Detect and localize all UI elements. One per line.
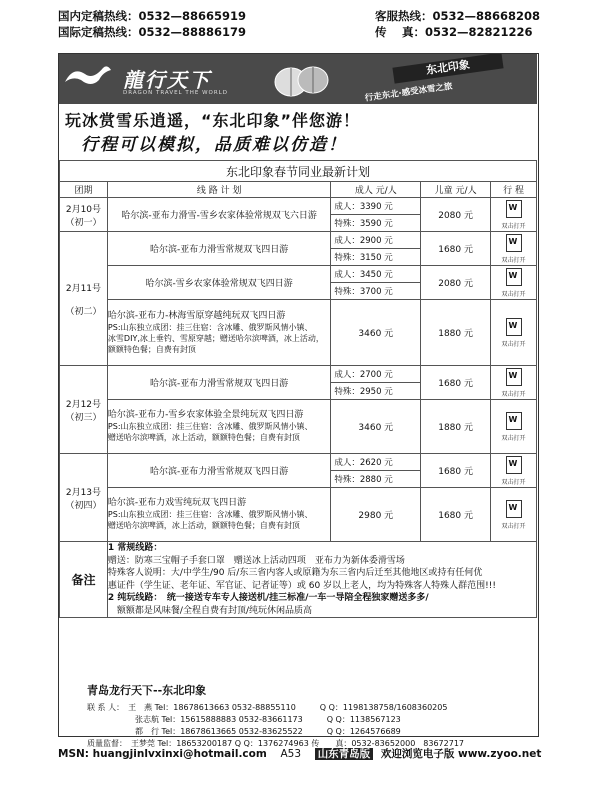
website-link[interactable]: 欢迎浏览电子版 www.zyoo.net bbox=[380, 748, 542, 760]
open-label[interactable]: 双击打开 bbox=[501, 340, 526, 348]
notes-row bbox=[60, 542, 537, 618]
word-doc-icon[interactable] bbox=[506, 200, 522, 218]
header-route: 线 路 计 划 bbox=[107, 182, 330, 198]
header-adult: 成人 元/人 bbox=[331, 182, 421, 198]
itinerary-cell[interactable] bbox=[491, 366, 537, 400]
adult-price: 成人：2900 元 bbox=[331, 232, 420, 249]
open-label[interactable]: 双击打开 bbox=[501, 522, 526, 530]
route-title: 哈尔滨-亚布力-雪乡农家体验全景纯玩双飞四日游 bbox=[107, 410, 304, 420]
itinerary-cell[interactable] bbox=[491, 232, 537, 266]
msn-contact: MSN: huangjinlvxinxi@hotmail.com bbox=[58, 748, 267, 760]
table-row bbox=[60, 454, 537, 488]
day-text: （初四） bbox=[65, 500, 102, 511]
slogan-primary: 玩冰赏雪乐逍遥，“东北印象”伴您游！ bbox=[65, 111, 361, 130]
route-cell: 哈尔滨-亚布力滑雪-雪乡农家体验常规双飞六日游 bbox=[107, 198, 330, 232]
child-price-cell: 1880 元 bbox=[421, 300, 491, 366]
adult-price: 成人：3450 元 bbox=[331, 266, 420, 283]
contact-line: 张志航 Tel：15615888883 0532-83661173 Q Q：1138567123 bbox=[87, 715, 401, 724]
notes-line: 惠证件（学生证、老年证、军官证、记者证等）或 60 岁以上老人，均为特殊客人特殊人群范围!!! bbox=[107, 580, 496, 591]
date-cell bbox=[60, 198, 108, 232]
notes-label: 备注 bbox=[60, 542, 108, 618]
route-note: 额额特色餐；自费有封顶 bbox=[107, 344, 196, 354]
open-label[interactable]: 双击打开 bbox=[501, 390, 526, 398]
itinerary-cell[interactable] bbox=[491, 454, 537, 488]
day-text: （初二） bbox=[65, 306, 102, 317]
word-doc-icon[interactable] bbox=[506, 268, 522, 286]
logo-subtitle: DRAGON TRAVEL THE WORLD bbox=[123, 90, 228, 96]
adult-price: 成人：3390 元 bbox=[331, 198, 420, 215]
special-price: 特殊：3150 元 bbox=[334, 253, 393, 263]
child-price-cell: 1680 元 bbox=[421, 454, 491, 488]
route-title: 哈尔滨-亚布力-林海雪原穿越纯玩双飞四日游 bbox=[107, 310, 286, 321]
date-text: 2月11号 bbox=[65, 283, 102, 294]
child-price-cell: 2080 元 bbox=[421, 198, 491, 232]
itinerary-cell[interactable] bbox=[491, 198, 537, 232]
child-price-cell: 2080 元 bbox=[421, 266, 491, 300]
route-note: 赠送哈尔滨啤酒，冰上活动，额额特色餐；自费有封顶 bbox=[107, 433, 300, 442]
notes-line: 额额都是风味餐/全程自费有封顶/纯玩休闲品质高 bbox=[107, 605, 312, 616]
table-title: 东北印象春节同业最新计划 bbox=[60, 161, 537, 182]
special-price: 特殊：3700 元 bbox=[334, 287, 393, 297]
special-price: 特殊：3590 元 bbox=[334, 219, 393, 229]
contact-line: 都 行 Tel：18678613665 0532-83625522 Q Q：1264576689 bbox=[87, 727, 401, 736]
table-row bbox=[60, 400, 537, 454]
route-cell bbox=[107, 400, 330, 454]
route-cell bbox=[107, 488, 330, 542]
route-note: 赠送哈尔滨啤酒，冰上活动，额额特色餐；自费有封顶 bbox=[107, 521, 300, 530]
itinerary-cell[interactable] bbox=[491, 400, 537, 454]
intl-hotline: 国际定稿热线：0532—88886179 bbox=[58, 25, 247, 39]
route-note: PS:山东独立成团：挂三住宿：含冰雕、俄罗斯风情小镇、 bbox=[107, 422, 313, 431]
word-doc-icon[interactable] bbox=[506, 412, 522, 430]
adult-price-cell: 2980 元 bbox=[331, 488, 421, 542]
slogan-secondary: 行程可以模拟，品质难以仿造！ bbox=[81, 135, 347, 155]
notes-line: 1 常规线路： bbox=[107, 543, 163, 553]
table-row bbox=[60, 300, 537, 366]
route-cell: 哈尔滨-亚布力滑雪常规双飞四日游 bbox=[107, 454, 330, 488]
date-text: 2月13号 bbox=[65, 487, 102, 498]
open-label[interactable]: 双击打开 bbox=[501, 256, 526, 264]
route-note: PS:山东独立成团：挂三住宿：含冰雕、俄罗斯风情小镇、 bbox=[107, 322, 313, 332]
lantern-icon bbox=[271, 60, 333, 100]
word-doc-icon[interactable] bbox=[506, 456, 522, 474]
adult-price-cell: 3460 元 bbox=[331, 400, 421, 454]
adult-price-cell bbox=[331, 198, 421, 232]
special-price: 特殊：2950 元 bbox=[334, 387, 393, 397]
child-price-cell: 1680 元 bbox=[421, 232, 491, 266]
notes-content bbox=[107, 542, 536, 618]
route-cell: 哈尔滨-亚布力滑雪常规双飞四日游 bbox=[107, 366, 330, 400]
logo-text: 龍行天下 bbox=[123, 68, 211, 92]
fax-line: 传 真：0532—82821226 bbox=[375, 25, 533, 39]
date-cell bbox=[60, 454, 108, 542]
contact-line: 质量监督： 王梦莞 Tel：18653200187 Q Q：1376274963 传 真：0532-83652000 83672717 bbox=[87, 739, 465, 748]
adult-price: 成人：2620 元 bbox=[331, 454, 420, 471]
word-doc-icon[interactable] bbox=[506, 234, 522, 252]
domestic-hotline: 国内定稿热线：0532—88665919 bbox=[58, 9, 247, 23]
table-row bbox=[60, 366, 537, 400]
stamp-subtitle: 行走东北·感受冰雪之旅 bbox=[364, 81, 454, 104]
word-doc-icon[interactable] bbox=[506, 500, 522, 518]
contact-line: 联 系 人： 王 燕 Tel：18678613663 0532-88855110 Q Q：1198138758/1608360205 bbox=[87, 703, 448, 712]
word-doc-icon[interactable] bbox=[506, 318, 522, 336]
open-label[interactable]: 双击打开 bbox=[501, 478, 526, 486]
itinerary-cell[interactable] bbox=[491, 300, 537, 366]
adult-price: 成人：2700 元 bbox=[331, 366, 420, 383]
open-label[interactable]: 双击打开 bbox=[501, 434, 526, 442]
adult-price-cell: 3460 元 bbox=[331, 300, 421, 366]
notes-line: 特殊客人说明：大/中学生/90 后/东三省内客人或原籍为东三省内后迁至其他地区或持有任何优 bbox=[107, 568, 483, 578]
special-price: 特殊：2880 元 bbox=[334, 475, 393, 485]
date-text: 2月10号 bbox=[65, 204, 102, 215]
route-note: PS:山东独立成团：挂三住宿：含冰雕、俄罗斯风情小镇、 bbox=[107, 510, 313, 519]
itinerary-cell[interactable] bbox=[491, 488, 537, 542]
route-cell: 哈尔滨-亚布力滑雪常规双飞四日游 bbox=[107, 232, 330, 266]
route-title: 哈尔滨-亚布力戏雪纯玩双飞四日游 bbox=[107, 498, 247, 508]
company-name: 青岛龙行天下--东北印象 bbox=[87, 684, 207, 697]
itinerary-cell[interactable] bbox=[491, 266, 537, 300]
child-price-cell: 1680 元 bbox=[421, 366, 491, 400]
footer bbox=[58, 746, 541, 761]
header-child: 儿童 元/人 bbox=[421, 182, 491, 198]
header-date: 团期 bbox=[60, 182, 108, 198]
adult-price-cell bbox=[331, 232, 421, 266]
adult-price-cell bbox=[331, 454, 421, 488]
contact-section bbox=[59, 678, 537, 750]
adult-price-cell bbox=[331, 366, 421, 400]
route-cell: 哈尔滨-雪乡农家体验常规双飞四日游 bbox=[107, 266, 330, 300]
child-price-cell: 1680 元 bbox=[421, 488, 491, 542]
table-row bbox=[60, 232, 537, 266]
open-label[interactable]: 双击打开 bbox=[501, 222, 526, 230]
child-price-cell: 1880 元 bbox=[421, 400, 491, 454]
open-label[interactable]: 双击打开 bbox=[501, 290, 526, 298]
route-cell bbox=[107, 300, 330, 366]
table-row bbox=[60, 198, 537, 232]
table-row bbox=[60, 266, 537, 300]
date-cell bbox=[60, 232, 108, 366]
adult-price-cell bbox=[331, 266, 421, 300]
word-doc-icon[interactable] bbox=[506, 368, 522, 386]
date-text: 2月12号 bbox=[65, 399, 102, 410]
header-itinerary: 行 程 bbox=[491, 182, 537, 198]
table-row bbox=[60, 488, 537, 542]
service-hotline: 客服热线：0532—88668208 bbox=[375, 9, 541, 23]
day-text: （初一） bbox=[65, 217, 102, 228]
notes-line: 2 纯玩线路： 统一接送专车专人接送机/挂三标准/一车一导陪全程独家赠送多多/ bbox=[107, 593, 429, 603]
main-content bbox=[58, 53, 539, 748]
day-text: （初三） bbox=[65, 412, 102, 423]
page-number: A53 bbox=[280, 748, 302, 760]
banner bbox=[59, 54, 537, 104]
route-note: 冰雪DIY,冰上垂钓、雪原穿越；赠送哈尔滨啤酒，冰上活动， bbox=[107, 333, 324, 343]
date-cell bbox=[60, 366, 108, 454]
stamp-label: 东北印象 bbox=[392, 54, 503, 84]
schedule-table bbox=[59, 160, 537, 618]
dragon-icon bbox=[63, 62, 113, 90]
notes-line: 赠送：防寒三宝帽子手套口罩 赠送冰上活动四项 亚布力为新体委滑雪场 bbox=[107, 555, 405, 566]
paper-edition: 山东青岛版 bbox=[315, 748, 374, 760]
